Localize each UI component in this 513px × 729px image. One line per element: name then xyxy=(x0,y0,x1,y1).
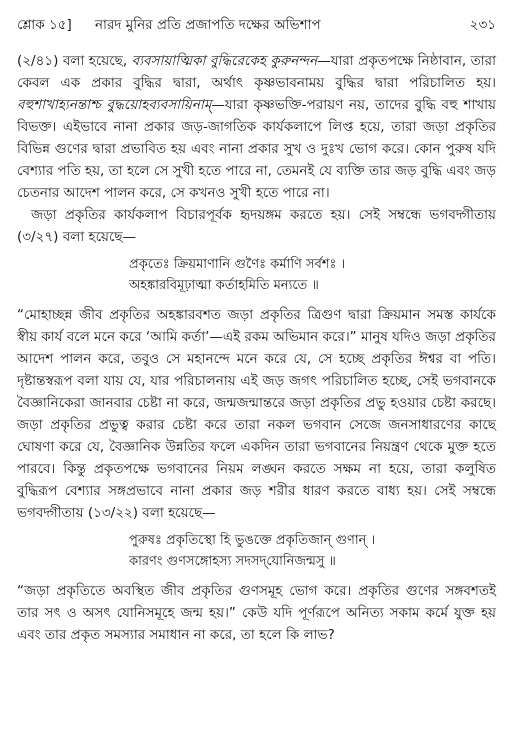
translation-paragraph: “জড়া প্রকৃতিতে অবস্থিত জীব প্রকৃতির গুণসমূহ ভোগ করে। প্রকৃতির গুণের সঙ্গবশতই তার সৎ ও অসৎ যোনিসমূহে জন্ম হয়।” কেউ যদি পূর্ণরূপে অনিত্য সকাম কর্মে যুক্ত হয় এবং তার প্রকৃত সমস্যার সমাধান না করে, তা হলে কি লাভ? xyxy=(17,583,496,643)
verse-line: অহঙ্কারবিমূঢ়াত্মা কর্তাহমিতি মন্যতে ॥ xyxy=(129,278,319,293)
verse-reference: শ্লোক ১৫] xyxy=(17,17,72,33)
chapter-title: নারদ মুনির প্রতি প্রজাপতি দক্ষের অভিশাপ xyxy=(95,17,321,33)
page-header xyxy=(17,14,496,36)
verse-line: পুরুষঃ প্রকৃতিস্থো হি ভুঙক্তে প্রকৃতিজান্ গুণান্ । xyxy=(129,533,376,548)
page-body xyxy=(17,50,496,646)
body-paragraph xyxy=(17,204,496,248)
paragraph-text: জড়া প্রকৃতির কার্যকলাপ বিচারপূর্বক হৃদয়ঙ্গম করতে হয়। সেই সম্বন্ধে ভগবদ্গীতায় (৩/২৭) বলা হয়েছে— xyxy=(17,207,496,245)
page-number: ২৩১ xyxy=(469,17,496,33)
quoted-verse-text: বহুশাখাহ্যনন্তাশ্চ বুদ্ধয়োহব্যবসায়িনাম্ xyxy=(17,97,212,113)
paragraph-text: —যারা কৃষ্ণভক্তি-পরায়ণ নয়, তাদের বুদ্ধি বহু শাখায় বিভক্ত। এইভাবে নানা প্রকার জড়-জাগতিক কার্যকলাপে লিপ্ত হয়ে, তারা জড়া প্রকৃতির বিভিন্ন গুণের দ্বারা প্রভাবিত হয় এবং নানা প্রকার সুখ ও দুঃখ ভোগ করে। কোন পুরুষ যদি বেশ্যার পতি হয়, তা হলে সে সুখী হতে পারে না, তেমনই যে ব্যক্তি তার জড় বুদ্ধি এবং জড় চেতনার আদেশ পালন করে, সে কখনও সুখী হতে পারে না। xyxy=(17,97,497,201)
paragraph-text: (২/৪১) বলা হয়েছে, xyxy=(17,53,132,69)
quoted-verse-text: ব্যবসায়াত্মিকা বুদ্ধিরেকেহ কুরুনন্দন xyxy=(131,53,318,69)
verse-block-2 xyxy=(17,530,496,572)
verse-line: প্রকৃতেঃ ক্রিয়মাণানি গুণৈঃ কর্মাণি সর্বশঃ । xyxy=(129,257,346,272)
body-paragraph xyxy=(17,50,496,204)
paragraphs xyxy=(17,50,496,248)
translation-paragraph: “মোহাচ্ছন্ন জীব প্রকৃতির অহঙ্কারবশত জড়া প্রকৃতির ত্রিগুণ দ্বারা ক্রিয়মান সমস্ত কার্যকে স্বীয় কার্য বলে মনে করে ‘আমি কর্তা’—এই রকম অভিমান করে।” মানুষ যদিও জড়া প্রকৃতির আদেশ পালন করে, তবুও সে মহানন্দে মনে করে যে, সে হচ্ছে প্রকৃতির ঈশ্বর বা পতি। দৃষ্টান্তস্বরূপ বলা যায় যে, যার পরিচালনায় এই জড় জগৎ পরিচালিত হচ্ছে, সেই ভগবানকে বৈজ্ঞানিকেরা জানবার চেষ্টা না করে, জন্মজন্মান্তরে জড়া প্রকৃতির প্রভু হওয়ার চেষ্টা করছে। জড়া প্রকৃতির প্রভুত্ব করার চেষ্টা করে তারা নকল ভগবান সেজে জনসাধারণের কাছে ঘোষণা করে যে, বৈজ্ঞানিক উন্নতির ফলে একদিন তারা ভগবানের নিয়ন্ত্রণ থেকে মুক্ত হতে পারবে। কিন্তু প্রকৃতপক্ষে ভগবানের নিয়ম লঙ্ঘন করতে সক্ষম না হয়ে, তারা কলুষিত বুদ্ধিরূপ বেশ্যার সঙ্গপ্রভাবে নানা প্রকার জড় শরীর ধারণ করতে বাধ্য হয়। সেই সম্বন্ধে ভগবদ্গীতায় (১৩/২২) বলা হয়েছে— xyxy=(17,307,496,521)
verse-block-1 xyxy=(17,254,496,296)
verse-line: কারণং গুণসঙ্গোহস্য সদসদ্‌যোনিজন্মসু ॥ xyxy=(129,554,336,569)
paragraph-text: —যারা প্রকৃতপক্ষে নিষ্ঠাবান, তারা কেবল এক প্রকার বুদ্ধির দ্বারা, অর্থাৎ কৃষ্ণভাবনাময় বুদ্ধির দ্বারা পরিচালিত হয়। xyxy=(17,53,497,91)
